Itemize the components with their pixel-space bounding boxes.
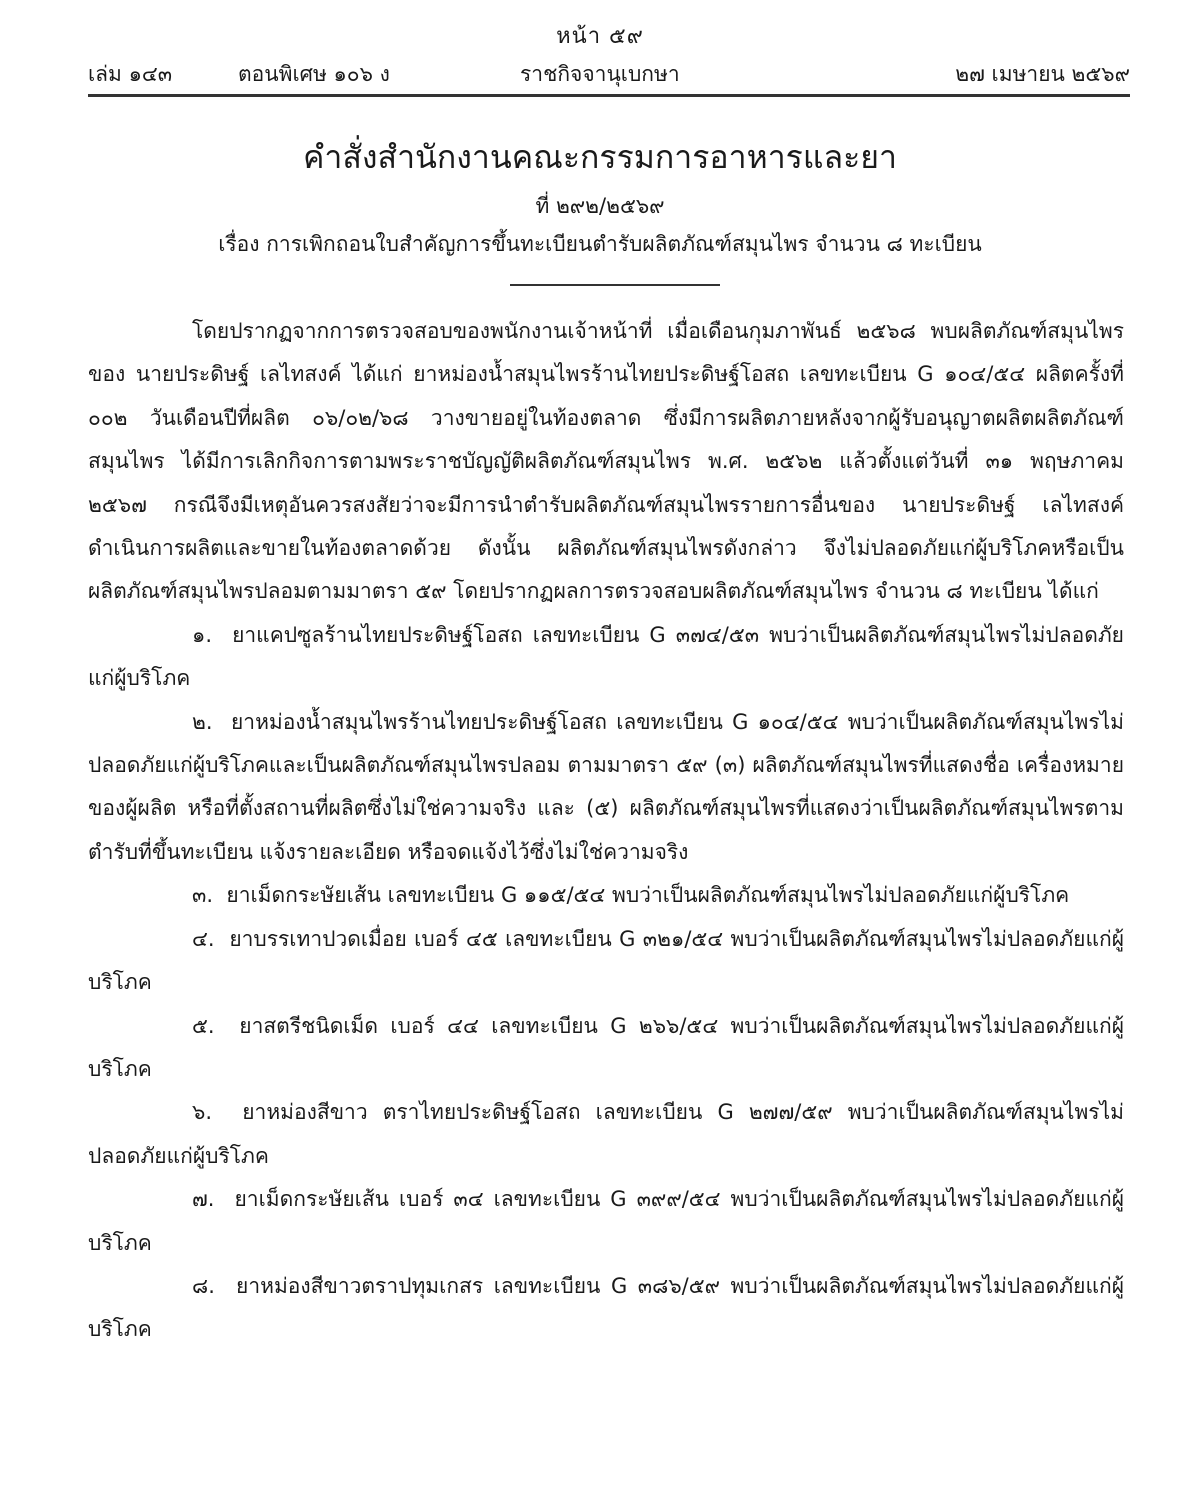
list-item (88, 1005, 1124, 1092)
gazette-header (88, 58, 1130, 88)
header-divider (88, 94, 1130, 97)
list-item (88, 918, 1124, 1005)
order-number: ที่ ๒๙๒/๒๕๖๙ (535, 194, 665, 218)
issue-number: ตอนพิเศษ ๑๐๖ ง (238, 62, 390, 86)
title-divider (510, 284, 720, 286)
gazette-name: ราชกิจจานุเบกษา (520, 62, 680, 86)
item-text: ยาเม็ดกระษัยเส้น เลขทะเบียน G ๑๑๕/๕๔ พบว่าเป็นผลิตภัณฑ์สมุนไพรไม่ปลอดภัยแก่ผู้บริโภค (226, 883, 1070, 908)
item-text: ยาสตรีชนิดเม็ด เบอร์ ๔๔ เลขทะเบียน G ๒๖๖/๕๔ พบว่าเป็นผลิตภัณฑ์สมุนไพรไม่ปลอดภัยแก่ผู้บริโภค (88, 1013, 1124, 1081)
item-number: ๖. (192, 1100, 213, 1125)
volume-number: เล่ม ๑๔๓ (88, 62, 173, 86)
list-item (88, 1265, 1124, 1352)
list-item (88, 701, 1124, 875)
item-number: ๒. (192, 709, 213, 734)
item-number: ๔. (192, 926, 215, 951)
publication-date: ๒๗ เมษายน ๒๕๖๙ (955, 62, 1130, 86)
item-number: ๑. (192, 622, 213, 647)
page-number: หน้า ๕๙ (556, 24, 644, 49)
item-number: ๗. (192, 1187, 215, 1212)
item-text: ยาหม่องสีขาว ตราไทยประดิษฐ์โอสถ เลขทะเบียน G ๒๗๗/๕๙ พบว่าเป็นผลิตภัณฑ์สมุนไพรไม่ปลอดภัยแก่ผู้บริโภค (88, 1100, 1124, 1168)
document-subject: เรื่อง การเพิกถอนใบสำคัญการขึ้นทะเบียนตำรับผลิตภัณฑ์สมุนไพร จำนวน ๘ ทะเบียน (218, 232, 982, 256)
list-item (88, 874, 1124, 917)
document-title: คำสั่งสำนักงานคณะกรรมการอาหารและยา (303, 138, 897, 176)
item-text: ยาเม็ดกระษัยเส้น เบอร์ ๓๔ เลขทะเบียน G ๓๙๙/๕๔ พบว่าเป็นผลิตภัณฑ์สมุนไพรไม่ปลอดภัยแก่ผู้บริโภค (88, 1187, 1124, 1255)
item-text: ยาหม่องน้ำสมุนไพรร้านไทยประดิษฐ์โอสถ เลขทะเบียน G ๑๐๔/๕๔ พบว่าเป็นผลิตภัณฑ์สมุนไพรไม่ปลอดภัยแก่ผู้บริโภคและเป็นผลิตภัณฑ์สมุนไพรปลอม ตามมาตรา ๕๙ (๓) ผลิตภัณฑ์สมุนไพรที่แสดงชื่อ เครื่องหมายของผู้ผลิต หรือที่ตั้งสถานที่ผลิตซึ่งไม่ใช่ความจริง และ (๕) ผลิตภัณฑ์สมุนไพรที่แสดงว่าเป็นผลิตภัณฑ์สมุนไพรตามตำรับที่ขึ้นทะเบียน แจ้งรายละเอียด หรือจดแจ้งไว้ซึ่งไม่ใช่ความจริง (88, 709, 1124, 864)
item-number: ๓. (192, 883, 214, 908)
item-number: ๕. (192, 1013, 215, 1038)
item-text: ยาแคปซูลร้านไทยประดิษฐ์โอสถ เลขทะเบียน G ๓๗๔/๕๓ พบว่าเป็นผลิตภัณฑ์สมุนไพรไม่ปลอดภัยแก่ผู้บริโภค (88, 622, 1124, 691)
document-body (88, 310, 1124, 1352)
intro-paragraph: โดยปรากฏจากการตรวจสอบของพนักงานเจ้าหน้าที่ เมื่อเดือนกุมภาพันธ์ ๒๕๖๘ พบผลิตภัณฑ์สมุนไพรของ นายประดิษฐ์ เลไทสงค์ ได้แก่ ยาหม่องน้ำสมุนไพรร้านไทยประดิษฐ์โอสถ เลขทะเบียน G ๑๐๔/๕๔ ผลิตครั้งที่ ๐๐๒ วันเดือนปีที่ผลิต ๐๖/๐๒/๖๘ วางขายอยู่ในท้องตลาด ซึ่งมีการผลิตภายหลังจากผู้รับอนุญาตผลิตผลิตภัณฑ์สมุนไพร ได้มีการเลิกกิจการตามพระราชบัญญัติผลิตภัณฑ์สมุนไพร พ.ศ. ๒๕๖๒ แล้วตั้งแต่วันที่ ๓๑ พฤษภาคม ๒๕๖๗ กรณีจึงมีเหตุอันควรสงสัยว่าจะมีการนำตำรับผลิตภัณฑ์สมุนไพรรายการอื่นของ นายประดิษฐ์ เลไทสงค์ ดำเนินการผลิตและขายในท้องตลาดด้วย ดังนั้น ผลิตภัณฑ์สมุนไพรดังกล่าว จึงไม่ปลอดภัยแก่ผู้บริโภคหรือเป็นผลิตภัณฑ์สมุนไพรปลอมตามมาตรา ๕๙ โดยปรากฏผลการตรวจสอบผลิตภัณฑ์สมุนไพร จำนวน ๘ ทะเบียน ได้แก่ (88, 319, 1124, 604)
list-item (88, 614, 1124, 701)
item-text: ยาหม่องสีขาวตราปทุมเกสร เลขทะเบียน G ๓๘๖/๕๙ พบว่าเป็นผลิตภัณฑ์สมุนไพรไม่ปลอดภัยแก่ผู้บริโภค (88, 1273, 1125, 1342)
list-item (88, 1178, 1124, 1265)
item-number: ๘. (192, 1273, 215, 1298)
list-item (88, 1091, 1124, 1178)
item-text: ยาบรรเทาปวดเมื่อย เบอร์ ๔๕ เลขทะเบียน G ๓๒๑/๕๔ พบว่าเป็นผลิตภัณฑ์สมุนไพรไม่ปลอดภัยแก่ผู้บริโภค (88, 926, 1124, 995)
